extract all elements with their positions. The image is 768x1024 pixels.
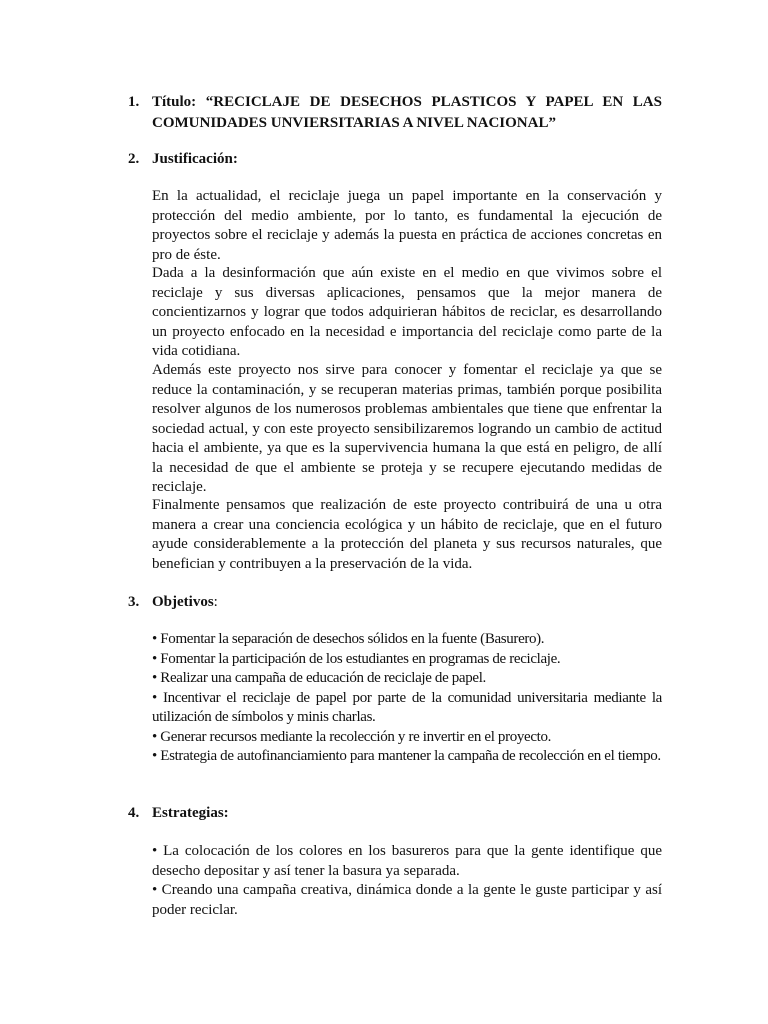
objetivos-heading-text: Objetivos — [152, 594, 214, 610]
justificacion-paragraph-1: En la actualidad, el reciclaje juega un papel importante en la conservación y protección del medio ambiente, por lo tanto, es fundamental la ejecución de proyectos sobre el reciclaje y además la puesta en práctica de acciones concretas en pro de éste. — [152, 188, 662, 263]
justificacion-paragraph-3: Además este proyecto nos sirve para conocer y fomentar el reciclaje ya que se reduce la contaminación, y se recuperan materias primas, también porque posibilita resolver algunos de los numerosos problemas ambientales que tiene que enfrentar la sociedad actual, y con este proyecto sensibilizaremos logrando un cambio de actitud hacia el ambiente, ya que es la supervivencia humana la que está en peligro, de allí la necesidad de que el ambiente se proteja y se recupere ejecutando medidas de reciclaje. — [152, 362, 662, 495]
list-item: • Estrategia de autofinanciamiento para mantener la campaña de recolección en el tiempo. — [152, 748, 661, 764]
estrategias-list — [152, 842, 662, 920]
list-item: • Fomentar la participación de los estudiantes en programas de reciclaje. — [152, 650, 561, 667]
section-number-3: 3. — [128, 594, 140, 610]
objetivos-heading-colon: : — [213, 594, 218, 610]
section-heading-estrategias: Estrategias: — [152, 805, 229, 821]
list-item: • La colocación de los colores en los basureros para que la gente identifique que desecho depositar y así tener la basura ya separada. — [152, 843, 662, 879]
list-item: • Fomentar la separación de desechos sólidos en la fuente (Basurero). — [152, 631, 545, 647]
section-heading-objetivos — [152, 592, 662, 613]
section-number-4: 4. — [128, 805, 140, 821]
list-item: • Generar recursos mediante la recolección y re invertir en el proyecto. — [152, 728, 552, 745]
section-heading-justificacion: Justificación: — [152, 151, 238, 167]
section-number-2: 2. — [128, 151, 140, 167]
document-title: Título: “RECICLAJE DE DESECHOS PLASTICOS Y PAPEL EN LAS COMUNIDADES UNVIERSITARIAS A NIVEL NACIONAL” — [152, 94, 662, 131]
list-item: • Incentivar el reciclaje de papel por parte de la comunidad universitaria mediante la utilización de símbolos y minis charlas. — [152, 689, 662, 725]
justificacion-paragraph-2: Dada a la desinformación que aún existe en el medio en que vivimos sobre el reciclaje y sus diversas aplicaciones, pensamos que la mejor manera de concientizarnos y lograr que todos adquirieran hábitos de reciclar, es desarrollando un proyecto enfocado en la necesidad e importancia del reciclaje como parte de la vida cotidiana. — [152, 265, 662, 359]
justificacion-paragraph-4: Finalmente pensamos que realización de este proyecto contribuirá de una u otra manera a crear una conciencia ecológica y un hábito de reciclaje, que en el futuro ayude considerablemente a la protección del planeta y sus recursos naturales, que benefician y contribuyen a la preservación de la vida. — [152, 497, 662, 572]
section-number-1: 1. — [128, 94, 140, 110]
objetivos-list — [152, 630, 662, 767]
list-item: • Realizar una campaña de educación de reciclaje de papel. — [152, 670, 486, 686]
list-item: • Creando una campaña creativa, dinámica donde a la gente le guste participar y así poder reciclar. — [152, 882, 662, 918]
